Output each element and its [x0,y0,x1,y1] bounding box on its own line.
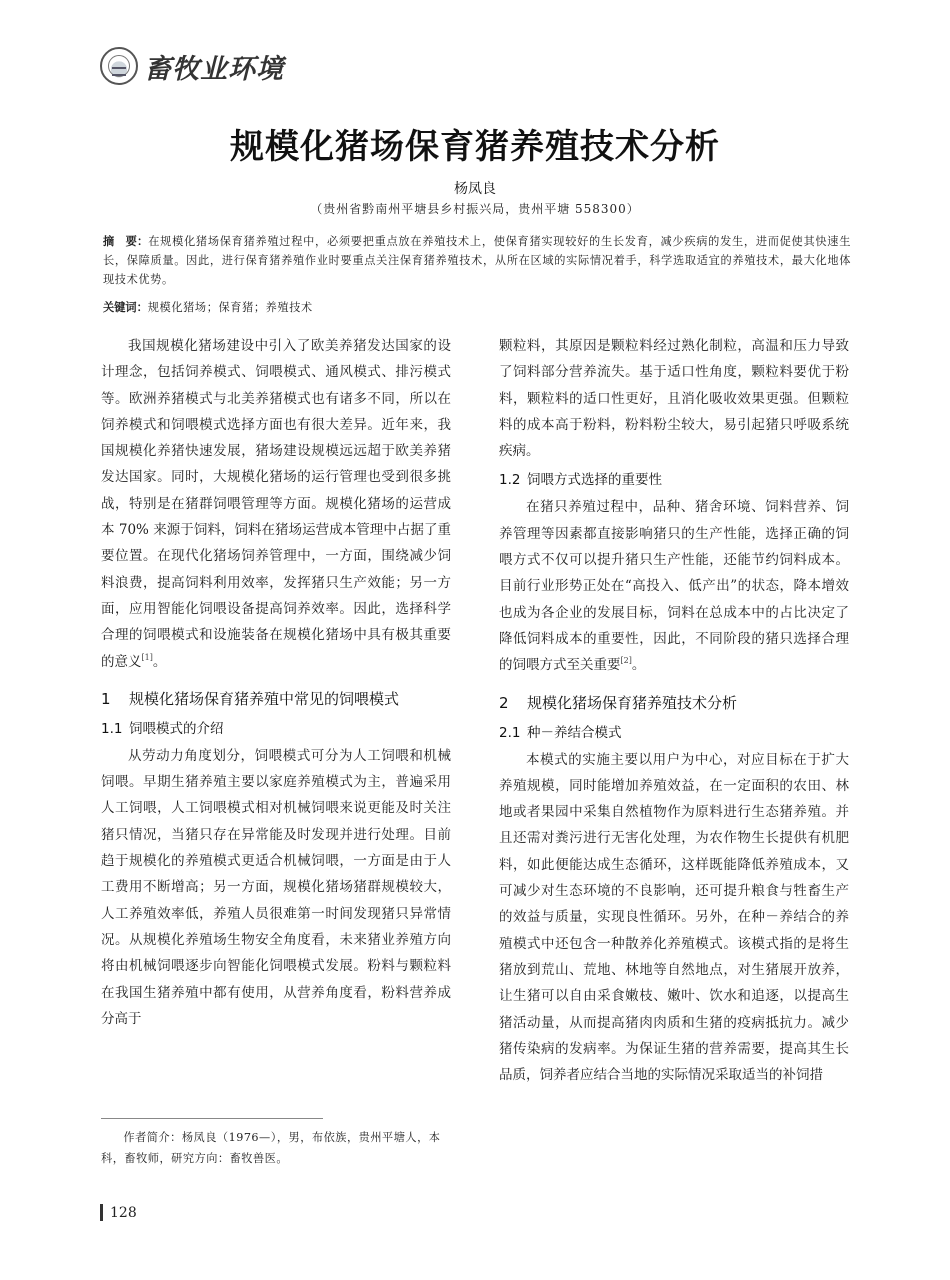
body-paragraph: 颗粒料，其原因是颗粒料经过熟化制粒，高温和压力导致了饲料部分营养流失。基于适口性角度，颗粒料要优于粉料，颗粒料的适口性更好，且消化吸收效果更强。但颗粒料的成本高于粉料，粉料粉尘较大，易引起猪只呼吸系统疾病。 [499,338,849,460]
intro-paragraph: 我国规模化猪场建设中引入了欧美养猪发达国家的设计理念，包括饲养模式、饲喂模式、通风模式、排污模式等。欧洲养猪模式与北美养猪模式也有诸多不同，所以在饲养模式和饲喂模式选择方面也有很大差异。近年来，我国规模化养猪快速发展，猪场建设规模远远超于欧美养猪发达国家。同时，大规模化猪场的运行管理也受到很多挑战，特别是在猪群饲喂管理等方面。规模化猪场的运营成本 70% 来源于饲料，饲料在猪场运营成本管理中占据了重要位置。在现代化猪场饲养管理中，一方面，围绕减少饲料浪费，提高饲料利用效率，发挥猪只生产效能；另一方面，应用智能化饲喂设备提高饲养效率。因此，选择科学合理的饲喂模式和设施装备在规模化猪场中具有极其重要的意义[1]。 [101,338,451,670]
journal-seal-icon [100,47,138,85]
page-number: 128 [110,1204,137,1221]
citation-ref: [2] [620,656,632,666]
journal-header [100,44,284,88]
keywords-text: 规模化猪场；保育猪；养殖技术 [147,301,313,314]
abstract-text: 在规模化猪场保育猪养殖过程中，必须要把重点放在养殖技术上，使保育猪实现较好的生长发育，减少疾病的发生，进而促使其快速生长，保障质量。因此，进行保育猪养殖作业时要重点关注保育猪养殖技术，从所在区域的实际情况着手，科学选取适宜的养殖技术，最大化地体现技术优势。 [103,235,851,286]
article-author: 杨凤良 [454,181,496,197]
footnote-divider [101,1118,323,1119]
abstract [103,232,851,289]
author-affiliation: （贵州省黔南州平塘县乡村振兴局，贵州平塘 558300） [310,202,640,216]
subsection-heading: 2.1 种－养结合模式 [499,724,622,741]
keywords [103,298,851,317]
body-paragraph: 本模式的实施主要以用户为中心，对应目标在于扩大养殖规模，同时能增加养殖效益，在一定面积的农田、林地或者果园中采集自然植物作为原料进行生态猪养殖。并且还需对粪污进行无害化处理，为农作物生长提供有机肥料，如此便能达成生态循环，这样既能降低养殖成本，又可减少对生态环境的不良影响，还可提升粮食与牲畜生产的效益与质量，实现良性循环。另外，在种－养结合的养殖模式中还包含一种散养化养殖模式。该模式指的是将生猪放到荒山、荒地、林地等自然地点，对生猪展开放养，让生猪可以自由采食嫩枝、嫩叶、饮水和追逐，以提高生猪活动量，从而提高猪肉肉质和生猪的疫病抵抗力。减少猪传染病的发病率。为保证生猪的营养需要，提高其生长品质，饲养者应结合当地的实际情况采取适当的补饲措 [499,751,849,1084]
subsection-heading: 1.2 饲喂方式选择的重要性 [499,472,662,489]
section-heading: 1 规模化猪场保育猪养殖中常见的饲喂模式 [101,689,400,708]
body-paragraph: 在猪只养殖过程中，品种、猪舍环境、饲料营养、饲养管理等因素都直接影响猪只的生产性能，选择正确的饲喂方式不仅可以提升猪只生产性能，还能节约饲料成本。目前行业形势正处在“高投入、低产出”的状态，降本增效也成为各企业的发展目标，饲料在总成本中的占比决定了降低饲料成本的重要性，因此，不同阶段的猪只选择合理的饲喂方式至关重要[2]。 [499,499,849,674]
right-column [499,333,849,1088]
section-heading: 2 规模化猪场保育猪养殖技术分析 [499,693,738,712]
subsection-heading: 1.1 饲喂模式的介绍 [101,720,224,737]
author-footnote: 作者简介：杨凤良（1976—），男，布依族，贵州平塘人，本科，畜牧师，研究方向：畜牧兽医。 [101,1131,441,1165]
abstract-label: 摘 要： [103,235,149,248]
journal-name: 畜牧业环境 [144,53,284,85]
keywords-label: 关键词： [103,301,148,314]
body-paragraph: 从劳动力角度划分，饲喂模式可分为人工饲喂和机械饲喂。早期生猪养殖主要以家庭养殖模式为主，普遍采用人工饲喂，人工饲喂模式相对机械饲喂来说更能及时关注猪只情况，当猪只存在异常能及时发现并进行处理。目前趋于规模化的养殖模式更适合机械饲喂，一方面是由于人工费用不断增高；另一方面，规模化猪场猪群规模较大，人工养殖效率低，养殖人员很难第一时间发现猪只异常情况。从规模化养殖场生物安全角度看，未来猪业养殖方向将由机械饲喂逐步向智能化饲喂模式发展。粉料与颗粒料在我国生猪养殖中都有使用，从营养角度看，粉料营养成分高于 [101,747,451,1027]
article-title: 规模化猪场保育猪养殖技术分析 [230,127,720,167]
page-number-block [100,1204,137,1221]
citation-ref: [1] [141,652,153,662]
page-marker-bar [100,1204,103,1221]
left-column [101,333,451,1032]
